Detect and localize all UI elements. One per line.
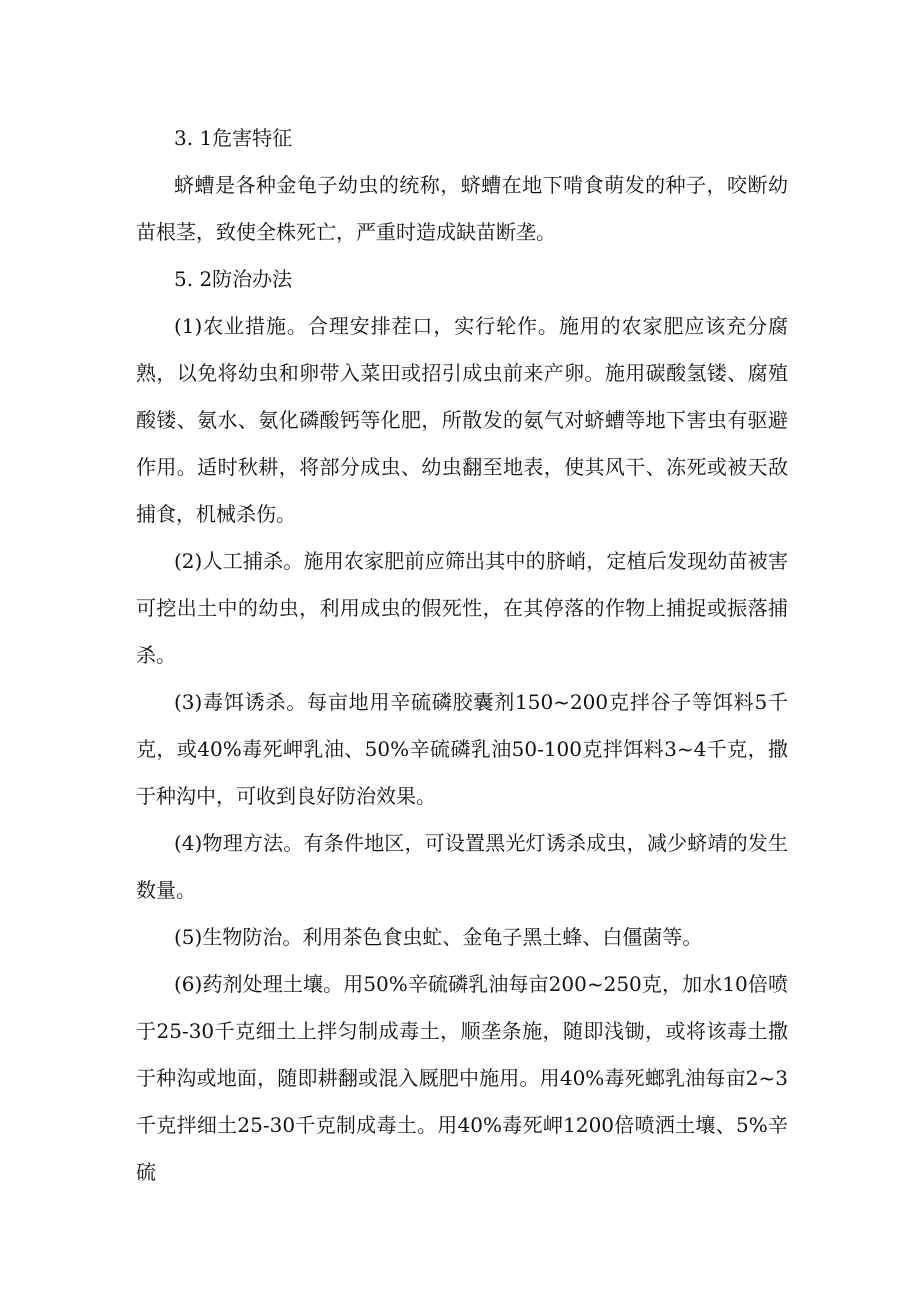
paragraph-physical-method: (4)物理方法。有条件地区，可设置黑光灯诱杀成虫，减少蛴靖的发生数量。 [136,831,788,902]
document-body [136,115,788,1196]
section-heading-3-1: 3. 1危害特征 [174,126,293,150]
paragraph-hazard-description: 蛴螬是各种金龟子幼虫的统称，蛴螬在地下啃食萌发的种子，咬断幼苗根茎，致使全株死亡，严重时造成缺苗断垄。 [136,173,788,244]
paragraph-poison-bait: (3)毒饵诱杀。每亩地用辛硫磷胶囊剂150~200克拌谷子等饵料5千克，或40%毒死岬乳油、50%辛硫磷乳油50-100克拌饵料3~4千克，撒于种沟中，可收到良好防治效果。 [136,690,788,808]
paragraph-agricultural-measures: (1)农业措施。合理安排茬口，实行轮作。施用的农家肥应该充分腐熟，以免将幼虫和卵带入菜田或招引成虫前来产卵。施用碳酸氢镂、腐殖酸镂、氨水、氨化磷酸钙等化肥，所散发的氨气对蛴螬等地下害虫有驱避作用。适时秋耕，将部分成虫、幼虫翻至地表，使其风干、冻死或被天敌捕食，机械杀伤。 [136,314,788,526]
paragraph-biological-control: (5)生物防治。利用茶色食虫虻、金龟子黑土蜂、白僵菌等。 [174,925,703,949]
paragraph-soil-treatment: (6)药剂处理土壤。用50%辛硫磷乳油每亩200~250克，加水10倍喷于25-30千克细土上拌匀制成毒土，顺垄条施，随即浅锄，或将该毒土撒于种沟或地面，随即耕翻或混入厩肥中施用。用40%毒死螂乳油每亩2~3千克拌细土25-30千克制成毒土。用40%毒死岬1200倍喷洒土壤、5%辛硫 [136,972,788,1184]
paragraph-manual-capture: (2)人工捕杀。施用农家肥前应筛出其中的脐峭，定植后发现幼苗被害可挖出土中的幼虫，利用成虫的假死性，在其停落的作物上捕捉或振落捕杀。 [136,549,788,667]
section-heading-5-2: 5. 2防治办法 [174,267,293,291]
